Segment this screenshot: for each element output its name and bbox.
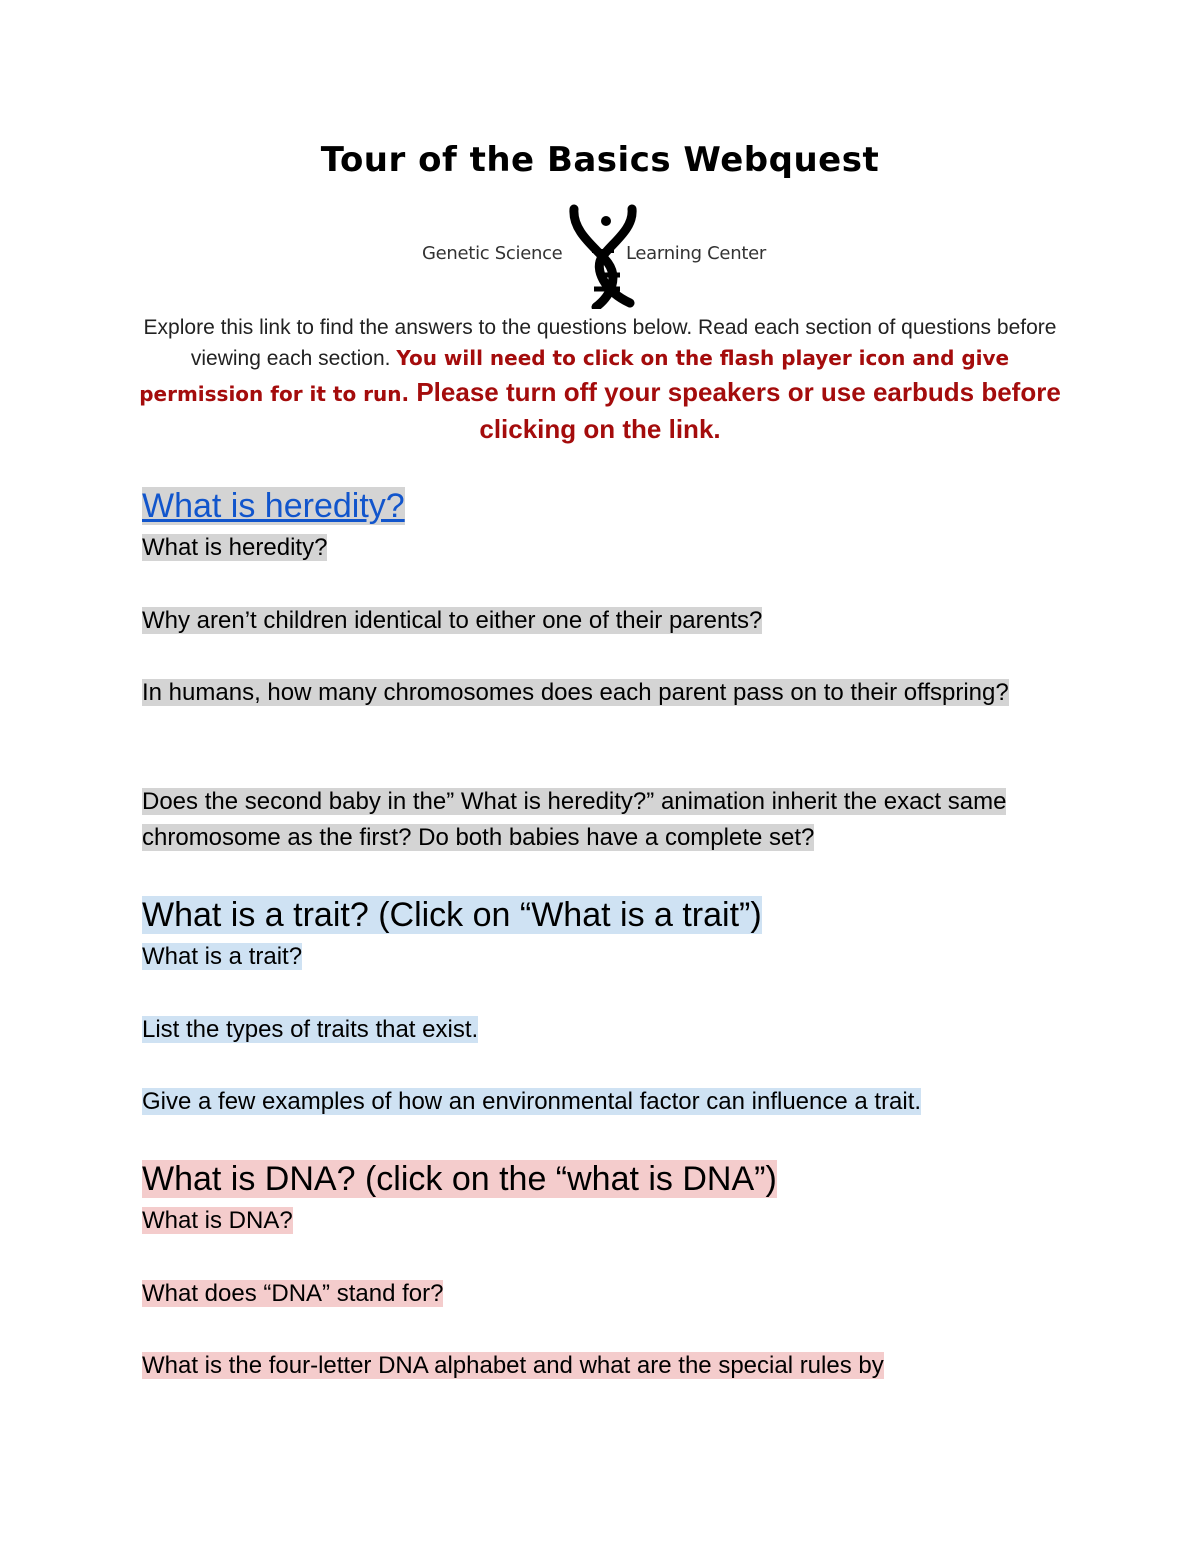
question-text: What is heredity?	[142, 534, 328, 561]
question-text: Give a few examples of how an environmental factor can influence a trait.	[142, 1088, 922, 1115]
question-text: What does “DNA” stand for?	[142, 1280, 444, 1307]
page-title: Tour of the Basics Webquest	[320, 140, 880, 180]
question	[142, 1012, 1072, 1048]
section-trait	[142, 895, 1072, 935]
intro-paragraph	[130, 312, 1070, 448]
section-heading: What is a trait? (Click on “What is a trait”)	[142, 896, 762, 934]
question-text: What is the four-letter DNA alphabet and what are the special rules by	[142, 1352, 884, 1379]
question	[142, 784, 1062, 856]
question	[142, 1084, 1072, 1120]
question-text: List the types of traits that exist.	[142, 1016, 479, 1043]
genetic-science-logo	[418, 203, 788, 309]
speaker-warning: Please turn off your speakers or use earbuds before clicking on the link.	[409, 377, 1061, 444]
question	[142, 603, 1072, 639]
section-heredity	[142, 486, 1072, 526]
question	[142, 1276, 1072, 1312]
intro-instructions: Explore this link to find the answers to the questions below. Read each section of questions before viewing each section.	[143, 316, 1057, 370]
question	[142, 675, 1022, 711]
section-heading: What is DNA? (click on the “what is DNA”)	[142, 1160, 777, 1198]
section-dna	[142, 1159, 1072, 1199]
question	[142, 530, 1072, 566]
logo-right-text: Learning Center	[626, 243, 766, 264]
question-text: What is a trait?	[142, 943, 303, 970]
question-text: In humans, how many chromosomes does each parent pass on to their offspring?	[142, 679, 1009, 706]
question-text: Why aren’t children identical to either one of their parents?	[142, 607, 763, 634]
question	[142, 1203, 1072, 1239]
question	[142, 939, 1072, 975]
question-text: What is DNA?	[142, 1207, 293, 1234]
question-text: Does the second baby in the” What is heredity?” animation inherit the exact same chromosome as the first? Do both babies have a complete set?	[142, 788, 1007, 851]
question	[142, 1348, 1072, 1384]
heredity-link[interactable]: What is heredity?	[142, 487, 405, 525]
flash-warning: You will need to click on the flash player icon and give permission for it to run.	[139, 346, 1010, 406]
logo-left-text: Genetic Science	[422, 243, 563, 264]
